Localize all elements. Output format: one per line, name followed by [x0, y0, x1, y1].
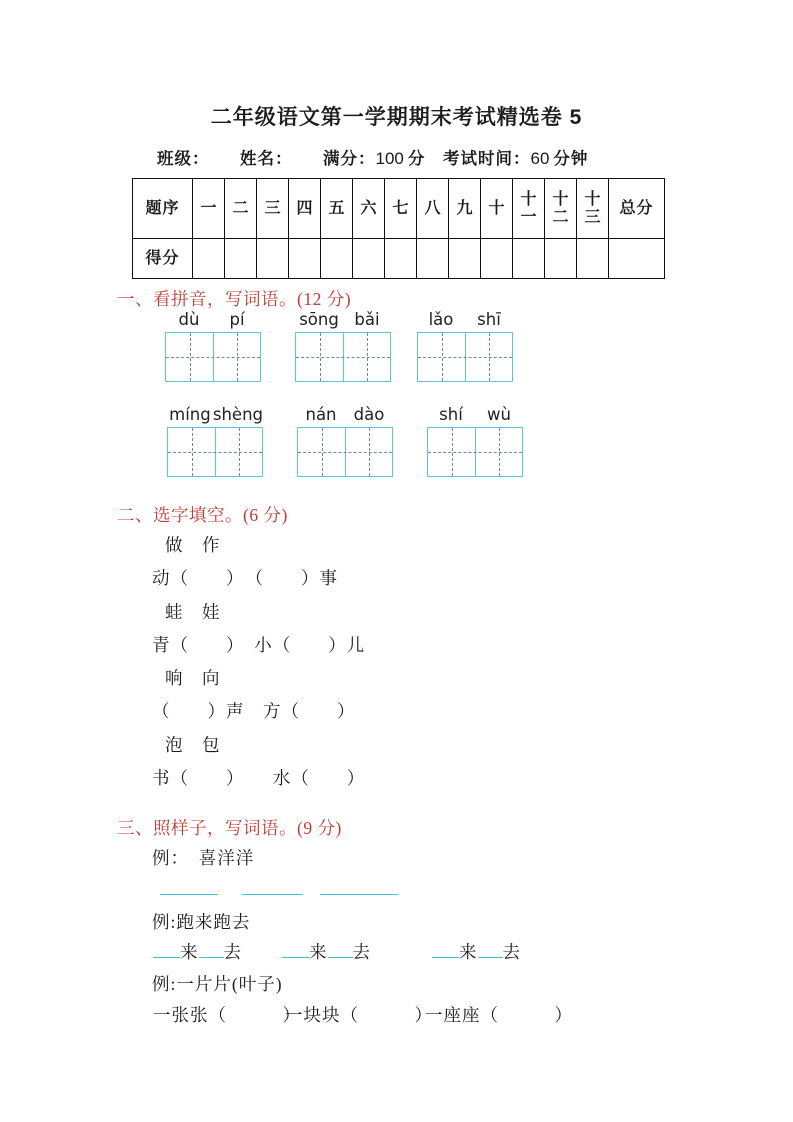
writing-grid — [167, 427, 263, 477]
choice-characters-line: 响 向 — [165, 668, 221, 688]
section3-example-2: 例:跑来跑去 — [152, 912, 251, 932]
score-table-row2-header: 得分 — [133, 239, 193, 279]
pinyin-syllable: lǎo — [428, 310, 454, 329]
exam-time-label: 考试时间： — [443, 149, 531, 168]
lai-qu-fill-group: 来 去 — [153, 939, 242, 964]
pinyin-word-group — [167, 405, 263, 477]
name-field-label: 姓名： — [240, 149, 293, 168]
fill-in-line: 动（ ） （ ）事 — [152, 568, 338, 588]
question-number-cell-9: 九 — [449, 179, 481, 239]
inline-blank — [432, 955, 459, 958]
grid-guide-line — [296, 357, 390, 358]
pinyin-syllable: bǎi — [354, 310, 380, 329]
fill-in-line: （ ）声 方（ ） — [152, 701, 356, 721]
question-number-cell-7: 七 — [385, 179, 417, 239]
question-number-cell-8: 八 — [417, 179, 449, 239]
question-number-cell-4: 四 — [289, 179, 321, 239]
section2-heading: 二、选字填空。(6 分) — [117, 505, 288, 525]
writing-grid — [427, 427, 523, 477]
score-entry-cell-9 — [449, 239, 481, 279]
measure-word-fill-item: 一张张（ ） — [153, 1005, 301, 1025]
score-table — [132, 178, 665, 279]
pinyin-word-group — [427, 405, 523, 477]
pinyin-syllable: sōng — [299, 310, 339, 329]
section3-example-1: 例： 喜洋洋 — [152, 848, 255, 868]
question-number-cell-12: 十二 — [545, 179, 577, 239]
grid-guide-line — [428, 452, 522, 453]
exam-time-unit: 分钟 — [553, 149, 589, 168]
pinyin-labels — [427, 405, 523, 427]
pinyin-syllable: míng — [169, 405, 211, 424]
question-number-cell-1: 一 — [193, 179, 225, 239]
pinyin-labels — [295, 310, 391, 332]
inline-blank — [199, 955, 224, 958]
question-number-cell-6: 六 — [353, 179, 385, 239]
choice-characters-line: 泡 包 — [165, 735, 221, 755]
grid-guide-line — [166, 357, 260, 358]
score-entry-cell-5 — [321, 239, 353, 279]
pinyin-syllable: shí — [439, 405, 463, 424]
score-table-row1-header: 题序 — [133, 179, 193, 239]
score-entry-cell-14 — [609, 239, 665, 279]
score-entry-cell-10 — [481, 239, 513, 279]
lai-qu-fill-group: 来 去 — [432, 939, 521, 964]
question-number-cell-13: 十三 — [577, 179, 609, 239]
section3-heading: 三、照样子，写词语。(9 分) — [117, 818, 342, 838]
score-entry-cell-12 — [545, 239, 577, 279]
score-entry-cell-6 — [353, 239, 385, 279]
class-field-label: 班级： — [157, 149, 210, 168]
exam-time-field — [443, 145, 588, 169]
pinyin-syllable: dù — [178, 310, 200, 329]
writing-grid — [297, 427, 393, 477]
full-score-value: 100 — [375, 149, 404, 168]
score-entry-cell-1 — [193, 239, 225, 279]
full-score-unit: 分 — [407, 149, 426, 168]
full-score-field — [323, 145, 425, 169]
question-number-cell-5: 五 — [321, 179, 353, 239]
writing-grid — [295, 332, 391, 382]
exam-time-value: 60 — [530, 149, 550, 168]
question-number-cell-2: 二 — [225, 179, 257, 239]
pinyin-labels — [167, 405, 263, 427]
inline-blank — [282, 955, 309, 958]
choice-characters-line: 蛙 娃 — [165, 602, 221, 622]
lai-qu-fill-group: 来 去 — [282, 939, 371, 964]
writing-grid — [417, 332, 513, 382]
score-entry-cell-13 — [577, 239, 609, 279]
measure-word-fill-item: 一座座（ ） — [425, 1005, 573, 1025]
answer-blank-line — [320, 894, 398, 895]
score-entry-cell-8 — [417, 239, 449, 279]
pinyin-syllable: shèng — [212, 405, 263, 424]
pinyin-word-group — [295, 310, 391, 382]
writing-grid — [165, 332, 261, 382]
inline-blank — [153, 955, 180, 958]
exam-title: 二年级语文第一学期期末考试精选卷 5 — [210, 106, 583, 129]
section1-heading: 一、看拼音，写词语。(12 分) — [117, 289, 352, 309]
score-entry-cell-3 — [257, 239, 289, 279]
info-bar — [0, 145, 793, 169]
answer-blank-line — [242, 894, 303, 895]
pinyin-word-group — [165, 310, 261, 382]
section3-example-3: 例:一片片(叶子) — [152, 974, 283, 994]
full-score-label: 满分： — [323, 149, 376, 168]
total-score-header: 总分 — [609, 179, 665, 239]
grid-guide-line — [168, 452, 262, 453]
pinyin-word-group — [297, 405, 393, 477]
score-entry-cell-7 — [385, 239, 417, 279]
question-number-cell-11: 十一 — [513, 179, 545, 239]
pinyin-syllable: shī — [477, 310, 501, 329]
pinyin-labels — [165, 310, 261, 332]
pinyin-syllable: nán — [305, 405, 337, 424]
score-entry-cell-4 — [289, 239, 321, 279]
pinyin-word-group — [417, 310, 513, 382]
pinyin-labels — [297, 405, 393, 427]
fill-in-line: 青（ ） 小（ ）儿 — [152, 635, 366, 655]
inline-blank — [478, 955, 503, 958]
answer-blank-line — [160, 894, 218, 895]
grid-guide-line — [298, 452, 392, 453]
fill-in-line: 书（ ） 水（ ） — [152, 768, 366, 788]
score-entry-cell-2 — [225, 239, 257, 279]
question-number-cell-3: 三 — [257, 179, 289, 239]
pinyin-labels — [417, 310, 513, 332]
score-entry-cell-11 — [513, 239, 545, 279]
question-number-cell-10: 十 — [481, 179, 513, 239]
inline-blank — [328, 955, 353, 958]
grid-guide-line — [418, 357, 512, 358]
pinyin-syllable: dào — [353, 405, 385, 424]
pinyin-syllable: pí — [229, 310, 245, 329]
pinyin-syllable: wù — [487, 405, 511, 424]
measure-word-fill-item: 一块块（ ） — [285, 1005, 433, 1025]
choice-characters-line: 做 作 — [165, 535, 221, 555]
